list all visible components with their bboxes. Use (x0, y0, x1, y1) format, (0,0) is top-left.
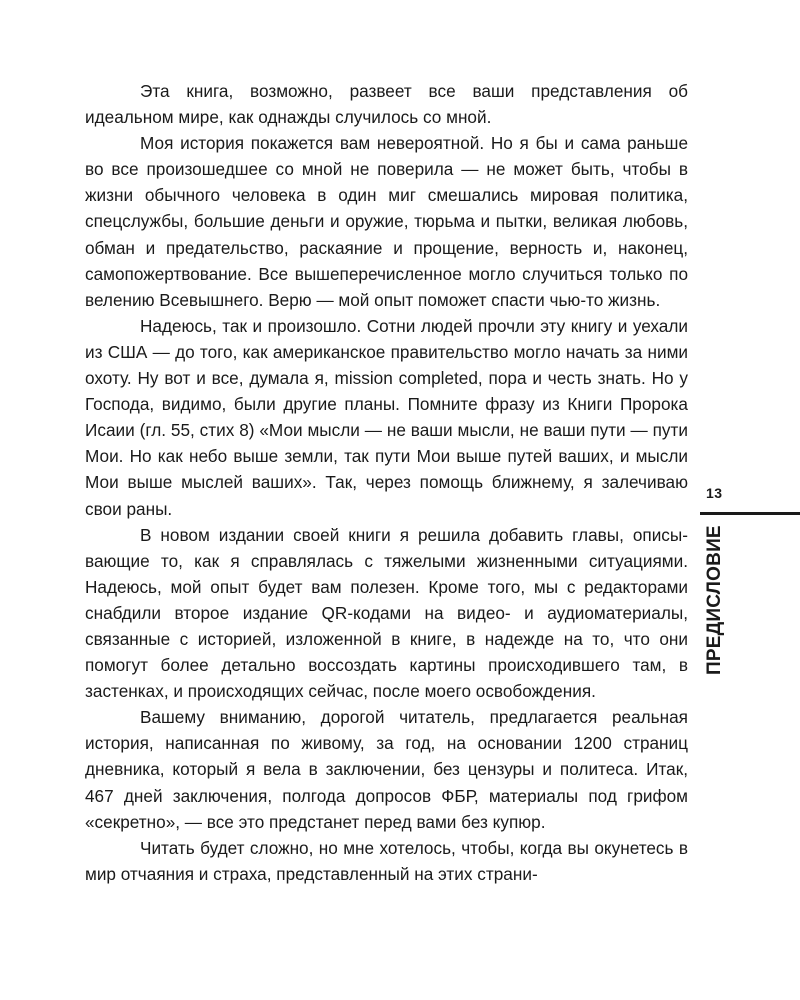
paragraph-4: В новом издании своей книги я решила добавить главы, описывающие то, как я справлялась с тяжелыми жизненными ситуациями. Надеюсь, мой опыт будет вам полезен. Кроме того, мы с редакторами снабдили второе издание QR-кодами на видео- и аудиоматериалы, связанные с историей, изложенной в книге, в надежде на то, что они помогут более детально воссоздать картины происходившего там, в застенках, и происходящих сейчас, после моего освобождения. (85, 524, 688, 702)
margin-rule (700, 512, 800, 515)
paragraph-6: Читать будет сложно, но мне хотелось, чтобы, когда вы окунетесь в мир отчаяния и страха, представленный на этих страни- (85, 837, 688, 884)
paragraph-5: Вашему вниманию, дорогой читатель, предлагается реальная история, написанная по живому, за год, на основании 1200 страниц дневника, который я вела в заключении, без цензуры и политеса. Итак, 467 дней заключения, полгода допросов ФБР, материалы под грифом «секретно», — все это предстанет перед вами без купюр. (85, 707, 688, 832)
paragraph-2: Моя история покажется вам невероятной. Но я бы и сама раньше во все произошедшее со мной не поверила — не может быть, чтобы в жизни обычного человека в один миг смешались мировая политика, спецслужбы, большие деньги и оружие, тюрьма и пытки, великая любовь, обман и предательство, раскаяние и прощение, верность и, наконец, самопожертвование. Все вышеперечисленное могло случиться только по велению Всевышнего. Верю — мой опыт поможет спасти чью-то жизнь. (85, 133, 688, 310)
section-title: ПРЕДИСЛОВИЕ (704, 525, 725, 675)
paragraph-1: Эта книга, возможно, развеет все ваши представления об идеальном мире, как однажды случилось со мной. (85, 81, 688, 128)
page-number: 13 (706, 485, 723, 501)
body-text (85, 78, 688, 887)
paragraph-3: Надеюсь, так и произошло. Сотни людей прочли эту книгу и уехали из США — до того, как американское правительство могло начать за ними охоту. Ну вот и все, думала я, mission completed, пора и честь знать. Но у Господа, видимо, были другие планы. Помните фразу из Книги Пророка Исаии (гл. 55, стих 8) «Мои мысли — не ваши мысли, не ваши пути — пути Мои. Но как небо выше земли, так пути Мои выше путей ваших, и мысли Мои выше мыслей ваших». Так, через помощь ближнему, я залечиваю свои раны. (85, 315, 688, 519)
